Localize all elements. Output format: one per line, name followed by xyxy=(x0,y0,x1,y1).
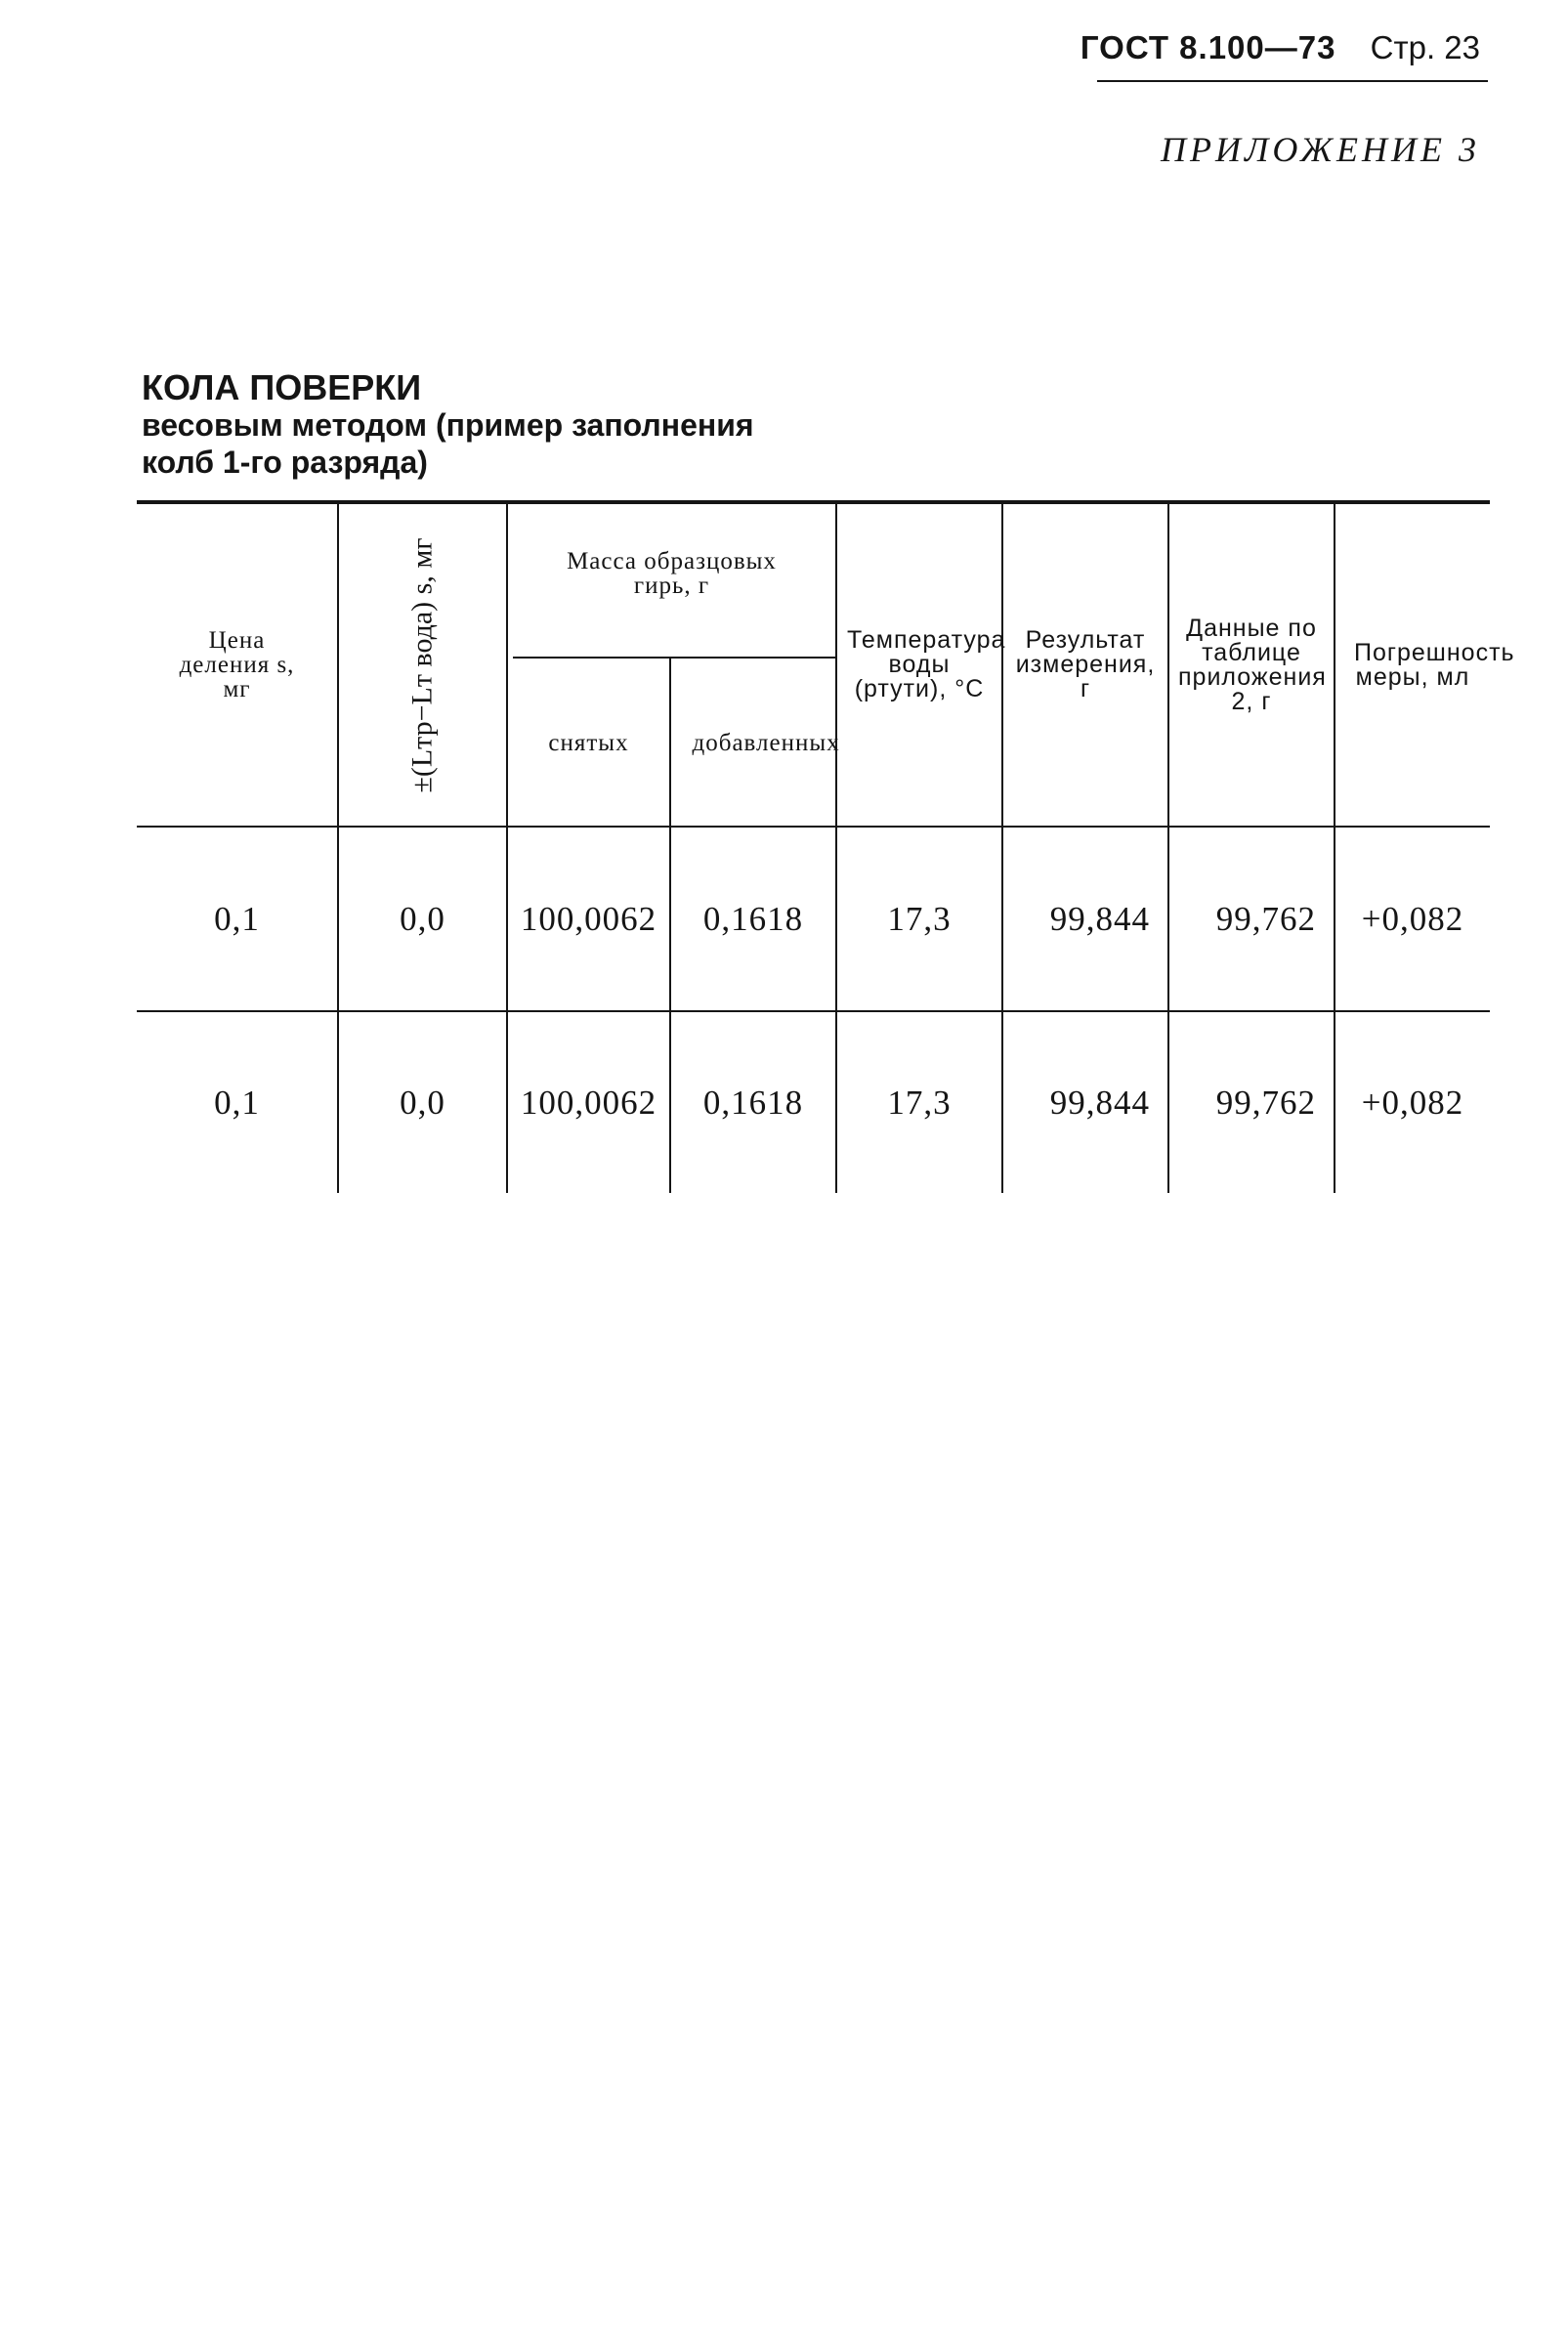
header-division xyxy=(137,504,337,826)
page-number: Стр. 23 xyxy=(1370,29,1480,65)
mass-group-rule xyxy=(513,657,835,659)
table-cell: 0,1618 xyxy=(702,1083,804,1122)
header-error xyxy=(1335,504,1515,826)
table-cell: 0,0 xyxy=(400,1083,445,1122)
header-removed xyxy=(508,660,669,826)
table-title xyxy=(142,369,754,481)
table-cell: 0,1618 xyxy=(702,899,804,938)
table-cell: 0,0 xyxy=(400,899,445,938)
table-cell: +0,082 xyxy=(1361,1083,1464,1122)
page-header xyxy=(1081,29,1480,66)
header-mass-group xyxy=(508,530,835,617)
header-table-data xyxy=(1169,504,1334,826)
header-table-data-text: Данные по таблице приложения 2, г xyxy=(1178,614,1327,715)
header-correction-text: ±(Lтр−Lт вода) s, мг xyxy=(405,536,439,793)
header-added-text: добавленных xyxy=(692,730,840,756)
header-result-text: Результат измерения, г xyxy=(1015,626,1156,702)
header-error-text: Погрешность меры, мл xyxy=(1354,638,1515,691)
header-removed-text: снятых xyxy=(548,730,629,756)
header-result xyxy=(1003,504,1167,826)
table-cell: 99,762 xyxy=(1215,1083,1316,1122)
table-cell: +0,082 xyxy=(1361,899,1464,938)
header-temperature xyxy=(837,504,1006,826)
table-cell: 17,3 xyxy=(887,899,952,938)
header-correction xyxy=(339,504,506,826)
table-cell: 0,1 xyxy=(214,1083,260,1122)
table-cell: 17,3 xyxy=(887,1083,952,1122)
table-cell: 100,0062 xyxy=(520,1083,657,1122)
header-added xyxy=(671,660,840,826)
table-cell: 99,762 xyxy=(1215,899,1316,938)
standard-number: ГОСТ 8.100—73 xyxy=(1080,29,1336,65)
header-temperature-text: Температура воды (ртути), °С xyxy=(847,626,1006,702)
header-division-text: Цена деления s, мг xyxy=(179,627,295,702)
table-cell: 99,844 xyxy=(1049,899,1150,938)
appendix-label: ПРИЛОЖЕНИЕ 3 xyxy=(1161,130,1480,169)
table-cell: 99,844 xyxy=(1049,1083,1150,1122)
header-rule xyxy=(1097,80,1488,82)
verification-table xyxy=(137,500,1515,1194)
title-line-1: КОЛА ПОВЕРКИ xyxy=(142,367,422,407)
table-cell: 100,0062 xyxy=(520,899,657,938)
title-line-3: колб 1-го разряда) xyxy=(142,445,428,480)
title-line-2: весовым методом (пример заполнения xyxy=(142,407,754,443)
header-mass-group-text: Масса образцовых гирь, г xyxy=(567,548,777,599)
table-cell: 0,1 xyxy=(214,899,260,938)
